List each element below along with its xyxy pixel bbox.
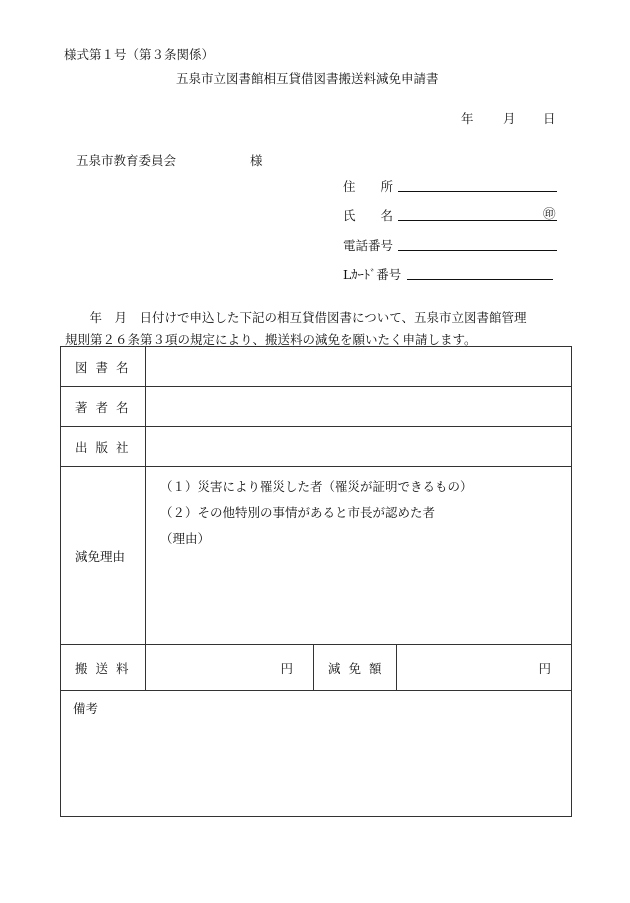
reason-label: 減免理由 (61, 467, 146, 645)
card-number-label: Lｶｰﾄﾞ番号 (343, 267, 402, 282)
application-table (60, 346, 572, 817)
body-text-line1: 年 月 日付けで申込した下記の相互貸借図書について、五泉市立図書館管理 (77, 310, 527, 325)
body-text-line2: 規則第２６条第３項の規定により、搬送料の減免を願いたく申請します。 (65, 332, 477, 347)
seal-mark: ㊞ (543, 206, 556, 221)
publisher-label: 出 版 社 (61, 427, 146, 467)
fee-row (61, 645, 572, 691)
reason-field[interactable] (146, 467, 572, 645)
remarks-row (61, 691, 572, 817)
addressee-honorific: 様 (250, 153, 263, 168)
date-month: 月 (503, 111, 516, 126)
name-label: 氏 名 (343, 208, 394, 223)
form-number: 様式第１号（第３条関係） (64, 47, 215, 62)
publisher-row (61, 427, 572, 467)
book-title-row (61, 347, 572, 387)
card-number-field[interactable] (407, 279, 553, 280)
remarks-label: 備考 (73, 701, 99, 716)
shipping-fee-label: 搬 送 料 (61, 645, 146, 691)
book-title-field[interactable] (146, 347, 572, 387)
author-label: 著 者 名 (61, 387, 146, 427)
book-title-label: 図 書 名 (61, 347, 146, 387)
remarks-field[interactable] (61, 691, 572, 817)
reason-row (61, 467, 572, 645)
shipping-fee-unit: 円 (280, 660, 293, 676)
address-field[interactable] (398, 191, 557, 192)
reduction-field[interactable] (397, 645, 572, 691)
shipping-fee-field[interactable] (146, 645, 314, 691)
reduction-unit: 円 (538, 660, 552, 676)
addressee-name: 五泉市教育委員会 (76, 153, 177, 168)
reason-item-3: （理由） (160, 531, 211, 546)
date-day: 日 (543, 111, 556, 126)
form-title: 五泉市立図書館相互貸借図書搬送料減免申請書 (176, 71, 439, 86)
publisher-field[interactable] (146, 427, 572, 467)
phone-label: 電話番号 (343, 238, 394, 253)
phone-field[interactable] (398, 250, 557, 251)
reason-item-1: （１）災害により罹災した者（罹災が証明できるもの） (160, 479, 473, 494)
author-field[interactable] (146, 387, 572, 427)
author-row (61, 387, 572, 427)
reason-item-2: （２）その他特別の事情があると市長が認めた者 (160, 505, 436, 520)
date-year: 年 (461, 111, 474, 126)
name-field[interactable] (398, 220, 557, 221)
reduction-label: 減 免 額 (314, 645, 397, 691)
address-label: 住 所 (343, 179, 394, 194)
